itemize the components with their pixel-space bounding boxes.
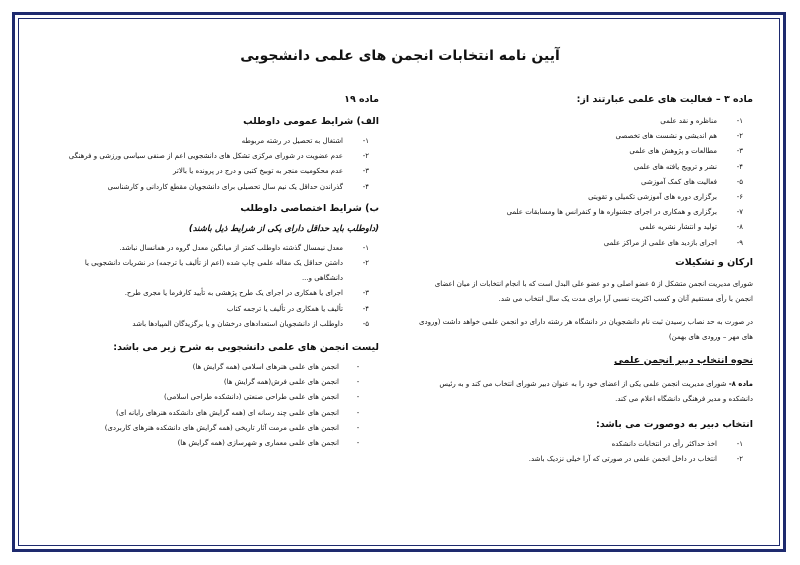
general-conditions-list — [62, 134, 379, 195]
associations-list — [62, 360, 379, 451]
general-condition-item-number: ۳- — [362, 167, 369, 176]
association-item-text: انجمن های علمی هنرهای اسلامی (همه گرایش ها) — [192, 363, 339, 372]
pillars-heading: ارکان و تشکیلات — [675, 256, 753, 268]
activity-item-number: ۶- — [736, 193, 743, 202]
association-item — [62, 436, 373, 451]
secretary-method-item-number: ۲- — [736, 455, 743, 464]
general-conditions-heading: الف) شرایط عمومی داوطلب — [243, 116, 379, 127]
special-conditions-note: (داوطلب باید حداقل دارای یکی از شرایط ذیل باشند) — [188, 223, 379, 234]
special-condition-item-text: داشتن حداقل یک مقاله علمی چاپ شده (اعم از تألیف یا ترجمه) در نشریات دانشجویی یا دانشگاهی و... — [84, 259, 343, 283]
secretary-method-item-text: اخذ حداکثر رأی در انتخابات دانشکده — [611, 439, 717, 448]
association-item-number: - — [356, 393, 360, 402]
association-item-number: - — [356, 439, 360, 448]
association-item-text: انجمن های علمی مرمت آثار تاریخی (همه گرایش های دانشکده هنرهای کاربردی) — [104, 423, 339, 432]
general-condition-item — [62, 164, 369, 179]
activity-item-number: ۸- — [736, 223, 743, 232]
general-condition-item-text: عدم عضویت در شورای مرکزی تشکل های دانشجویی اعم از صنفی سیاسی ورزشی و فرهنگی — [68, 152, 343, 161]
special-conditions-heading: ب) شرایط اختصاصی داوطلب — [240, 202, 379, 214]
secretary-methods-list — [415, 437, 753, 467]
special-condition-item-text: تألیف یا همکاری در تألیف یا ترجمه کتاب — [226, 304, 343, 313]
special-condition-item-text: اجرای یا همکاری در اجرای یک طرح پژهشی به تأیید کارفرما یا مجری طرح. — [124, 289, 343, 298]
activity-item — [415, 175, 743, 190]
secretary-method-item-text: انتخاب در داخل انجمن علمی در صورتی که آرا خیلی نزدیک باشد. — [528, 455, 717, 464]
special-condition-item — [62, 241, 369, 256]
secretary-method-item — [415, 437, 743, 452]
activity-item-text: اجرای بازدید های علمی از مراکز علمی — [603, 238, 717, 247]
entries-paragraph: در صورت به حد نصاب رسیدن ثبت نام دانشجویان در دانشگاه هر رشته دارای دو انجمن علمی خواهد داشت (ورودی های مهر – ورودی های بهمن) — [418, 317, 753, 341]
associations-heading: لیست انجمن های علمی دانشجویی به شرح زیر می باشد: — [113, 342, 379, 354]
activity-item — [415, 144, 743, 159]
activity-item — [415, 190, 743, 205]
right-column — [415, 92, 753, 467]
special-condition-item-text: داوطلب از دانشجویان استعدادهای درخشان و یا برگزیدگان المپیادها باشد — [132, 319, 343, 328]
association-item-number: - — [356, 363, 360, 372]
general-condition-item — [62, 180, 369, 195]
secretary-selection-heading: نحوه انتخاب دبیر انجمن علمی — [613, 354, 753, 366]
special-condition-item — [62, 256, 369, 286]
activity-item-number: ۹- — [736, 238, 743, 247]
association-item-number: - — [356, 423, 360, 432]
activity-item-text: برگزاری و همکاری در اجرای جشنواره ها و کنفرانس ها ومسابقات علمی — [506, 208, 717, 217]
secretary-method-item — [415, 452, 743, 467]
general-condition-item-number: ۴- — [362, 182, 369, 191]
association-item-text: انجمن های علمی معماری و شهرسازی (همه گرایش ها) — [177, 439, 339, 448]
general-condition-item-text: عدم محکومیت منجر به توبیخ کتبی و درج در پرونده یا بالاتر — [173, 167, 343, 176]
secretary-method-item-number: ۱- — [736, 439, 743, 448]
association-item-text: انجمن های علمی فرش(همه گرایش ها) — [223, 378, 339, 387]
special-condition-item — [62, 286, 369, 301]
activities-list — [415, 114, 753, 251]
activity-item-number: ۷- — [736, 208, 743, 217]
left-column — [62, 92, 379, 451]
special-condition-item-number: ۲- — [362, 259, 369, 268]
special-condition-item — [62, 317, 369, 332]
association-item — [62, 360, 373, 375]
association-item — [62, 421, 373, 436]
association-item — [62, 406, 373, 421]
activity-item-number: ۴- — [736, 162, 743, 171]
general-condition-item-number: ۱- — [362, 137, 369, 145]
association-item — [62, 375, 373, 390]
special-condition-item-number: ۴- — [362, 304, 369, 313]
activity-item-text: فعالیت های کمک آموزشی — [641, 177, 717, 186]
association-item-text: انجمن های علمی طراحی صنعتی (دانشکده طراحی اسلامی) — [164, 393, 339, 402]
secretary-methods-heading: انتخاب دبیر به دوصورت می باشد: — [596, 418, 753, 430]
activity-item-text: هم اندیشی و نشست های تخصصی — [615, 132, 717, 141]
special-condition-item-number: ۱- — [362, 243, 369, 252]
activity-item-text: برگزاری دوره های آموزشی تکمیلی و تقویتی — [588, 193, 717, 202]
special-condition-item — [62, 302, 369, 317]
article-8-text: شورای مدیریت انجمن علمی یکی از اعضای خود را به عنوان دبیر شورای انتخاب می کند و به رئیس دانشکده و مدیر فرهنگی دانشگاه اعلام می کند. — [439, 379, 753, 403]
activity-item-text: نشر و ترویج یافته های علمی — [633, 162, 717, 171]
activity-item-text: مناظره و نقد علمی — [660, 117, 717, 125]
general-condition-item — [62, 149, 369, 164]
article-19-heading: ماده ۱۹ — [344, 94, 379, 105]
activity-item — [415, 236, 743, 251]
special-condition-item-number: ۳- — [362, 289, 369, 298]
activity-item — [415, 205, 743, 220]
activity-item — [415, 220, 743, 235]
special-conditions-list — [62, 241, 379, 332]
article-8-label: ماده ۸- — [728, 379, 753, 388]
activity-item-number: ۱- — [736, 117, 743, 125]
general-condition-item-text: گذراندن حداقل یک نیم سال تحصیلی برای دانشجویان مقطع کاردانی و کارشناسی — [107, 182, 343, 191]
article-3-heading: ماده ۳ – فعالیت های علمی عبارتند از: — [576, 94, 753, 105]
pillars-paragraph: شورای مدیریت انجمن متشکل از ۵ عضو اصلی و دو عضو علی البدل است که با انجام انتخابات از میان اعضای انجمن با رأی مستقیم آنان و کسب اکثریت نسبی آرا برای مدت یک سال انتخاب می شد. — [434, 279, 753, 303]
general-condition-item — [62, 134, 369, 149]
activity-item-text: تولید و انتشار نشریه علمی — [639, 223, 717, 232]
association-item-number: - — [356, 378, 360, 387]
activity-item — [415, 160, 743, 175]
activity-item — [415, 129, 743, 144]
activity-item-text: مطالعات و پژوهش های علمی — [629, 147, 717, 156]
special-condition-item-number: ۵- — [362, 319, 369, 328]
activity-item-number: ۵- — [736, 177, 743, 186]
activity-item-number: ۳- — [736, 147, 743, 156]
special-condition-item-text: معدل نیمسال گذشته داوطلب کمتر از میانگین معدل گروه در همانسال نباشد. — [119, 243, 343, 252]
association-item-text: انجمن های علمی چند رسانه ای (همه گرایش های دانشکده هنرهای رایانه ای) — [115, 408, 339, 417]
association-item-number: - — [356, 408, 360, 417]
general-condition-item-number: ۲- — [362, 152, 369, 161]
page-title: آیین نامه انتخابات انجمن های علمی دانشجویی — [240, 48, 560, 64]
association-item — [62, 390, 373, 405]
article-8-paragraph — [415, 377, 753, 407]
activity-item — [415, 114, 743, 129]
general-condition-item-text: اشتغال به تحصیل در رشته مربوطه — [241, 137, 343, 145]
activity-item-number: ۲- — [736, 132, 743, 141]
